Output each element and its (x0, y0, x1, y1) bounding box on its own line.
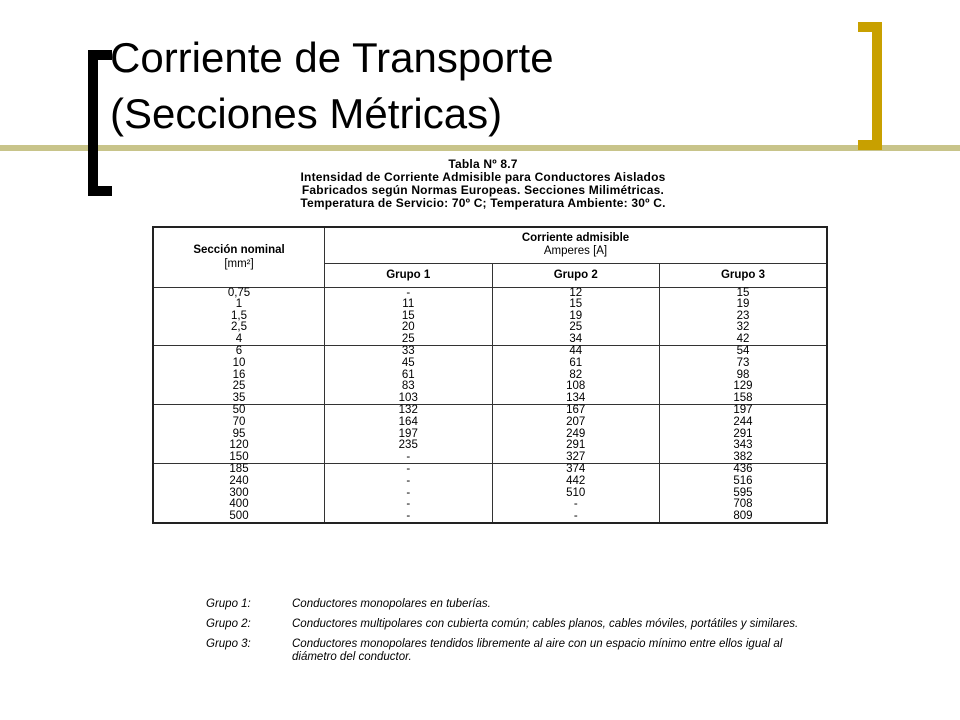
current-value: 129 (733, 380, 753, 393)
current-value: 197 (733, 404, 753, 417)
current-value: 158 (733, 391, 753, 404)
table-caption-line-3: Fabricados según Normas Europeas. Secciones Milimétricas. (301, 183, 665, 197)
current-value: 11 (402, 298, 415, 311)
current-value: 167 (566, 404, 586, 417)
current-value: - (406, 286, 411, 299)
current-value: 20 (401, 321, 415, 334)
section-value: 50 (232, 404, 246, 417)
current-value: 436 (733, 463, 753, 476)
grupo-3-cell (659, 346, 827, 405)
header-current (325, 227, 827, 263)
current-value: 45 (401, 357, 415, 370)
current-value: 108 (566, 380, 586, 393)
current-value: 374 (566, 463, 586, 476)
header-current-unit: Amperes [A] (543, 245, 608, 258)
current-value: - (406, 498, 411, 511)
header-section (153, 227, 325, 287)
section-value: 35 (232, 391, 246, 404)
current-value: 19 (569, 309, 583, 322)
table-row (153, 287, 827, 346)
current-value: - (573, 509, 578, 522)
current-value: 244 (733, 416, 753, 429)
current-value: 34 (569, 332, 583, 345)
header-grupo-3: Grupo 3 (659, 263, 827, 287)
section-value: 150 (229, 450, 249, 463)
header-current-label: Corriente admisible (521, 232, 630, 245)
current-value: 82 (569, 368, 583, 381)
section-value: 70 (232, 416, 246, 429)
current-value: - (406, 509, 411, 522)
current-value: 42 (736, 332, 750, 345)
section-value: 240 (229, 475, 249, 487)
note-text: Conductores monopolares en tuberías. (292, 598, 491, 610)
table-number: Tabla Nº 8.7 (448, 157, 518, 171)
current-value: 197 (398, 427, 418, 440)
current-value: - (406, 475, 411, 487)
note-grupo-1 (206, 598, 846, 611)
current-value: 19 (736, 298, 750, 311)
current-value: 15 (569, 298, 583, 311)
current-value: 23 (736, 309, 750, 322)
left-bracket-decoration (88, 50, 112, 196)
current-value: 343 (733, 439, 753, 452)
current-value: 164 (398, 416, 418, 429)
table-caption (228, 158, 738, 210)
grupo-2-cell (492, 346, 659, 405)
grupo-3-cell (659, 287, 827, 346)
section-value: 25 (232, 380, 246, 393)
current-value: 44 (569, 345, 583, 358)
current-value: 516 (733, 475, 753, 487)
table-row (153, 346, 827, 405)
current-value: 61 (569, 357, 583, 370)
section-value: 300 (229, 486, 249, 499)
current-value: 510 (566, 486, 586, 499)
current-value: 83 (401, 380, 415, 393)
current-value: 54 (736, 345, 750, 358)
current-value: 442 (566, 475, 586, 487)
section-cell (153, 464, 325, 523)
current-value: 327 (566, 450, 586, 463)
grupo-1-cell (325, 287, 492, 346)
section-value: 1,5 (231, 309, 247, 322)
current-value: 32 (736, 321, 750, 334)
current-value: 98 (736, 368, 750, 381)
ampacity-table (152, 226, 828, 524)
section-value: 1 (235, 298, 243, 311)
current-value: 235 (398, 439, 418, 452)
grupo-3-cell (659, 464, 827, 523)
note-label: Grupo 1: (206, 598, 251, 610)
section-value: 120 (229, 439, 249, 452)
table-caption-line-4: Temperatura de Servicio: 70º C; Temperatura Ambiente: 30º C. (300, 196, 666, 210)
slide-title-line-2: (Secciones Métricas) (110, 90, 503, 137)
header-grupo-1: Grupo 1 (325, 263, 492, 287)
current-value: 207 (566, 416, 586, 429)
section-value: 400 (229, 498, 249, 511)
current-value: 595 (733, 486, 753, 499)
current-value: - (406, 463, 411, 476)
current-value: - (406, 450, 411, 463)
right-bracket-decoration (858, 22, 882, 150)
current-value: 708 (733, 498, 753, 511)
current-value: 25 (401, 332, 415, 345)
note-label: Grupo 3: (206, 638, 251, 650)
current-value: 103 (398, 391, 418, 404)
decorative-horizontal-line (0, 145, 960, 151)
grupo-2-cell (492, 405, 659, 464)
grupo-1-cell (325, 405, 492, 464)
current-value: - (406, 486, 411, 499)
slide-title (110, 30, 850, 142)
grupo-2-cell (492, 287, 659, 346)
section-value: 10 (232, 357, 246, 370)
current-value: 25 (569, 321, 583, 334)
table-row (153, 464, 827, 523)
section-value: 0,75 (227, 286, 251, 299)
current-value: 15 (736, 286, 750, 299)
section-cell (153, 405, 325, 464)
note-grupo-2 (206, 618, 846, 631)
current-value: 249 (566, 427, 586, 440)
note-text: Conductores monopolares tendidos libremente al aire con un espacio mínimo entre ellos igual al diámetro del conductor. (292, 638, 783, 663)
section-cell (153, 287, 325, 346)
current-value: 809 (733, 509, 753, 522)
current-value: - (573, 498, 578, 511)
current-value: 73 (736, 357, 750, 370)
current-value: 134 (566, 391, 586, 404)
current-value: 291 (733, 427, 753, 440)
current-value: 61 (401, 368, 415, 381)
note-label: Grupo 2: (206, 618, 251, 630)
header-section-label: Sección nominal (193, 244, 285, 257)
current-value: 33 (401, 345, 415, 358)
note-text: Conductores multipolares con cubierta común; cables planos, cables móviles, portátiles y similares. (292, 618, 799, 630)
current-value: 382 (733, 450, 753, 463)
current-value: 132 (398, 404, 418, 417)
section-value: 16 (232, 368, 246, 381)
section-value: 185 (229, 463, 249, 476)
grupo-2-cell (492, 464, 659, 523)
grupo-1-cell (325, 464, 492, 523)
section-value: 6 (235, 345, 243, 358)
group-notes (206, 598, 846, 671)
current-value: 291 (566, 439, 586, 452)
header-grupo-2: Grupo 2 (492, 263, 659, 287)
current-value: 15 (401, 309, 415, 322)
section-value: 95 (232, 427, 246, 440)
section-cell (153, 346, 325, 405)
grupo-1-cell (325, 346, 492, 405)
section-value: 4 (235, 332, 243, 345)
slide-title-line-1: Corriente de Transporte (110, 34, 554, 81)
current-value: 12 (569, 286, 583, 299)
section-value: 2,5 (231, 321, 247, 334)
grupo-3-cell (659, 405, 827, 464)
note-grupo-3 (206, 638, 846, 664)
section-value: 500 (229, 509, 249, 522)
table-caption-line-2: Intensidad de Corriente Admisible para Conductores Aislados (300, 170, 666, 184)
table-row (153, 405, 827, 464)
header-section-unit: [mm²] (224, 258, 254, 271)
